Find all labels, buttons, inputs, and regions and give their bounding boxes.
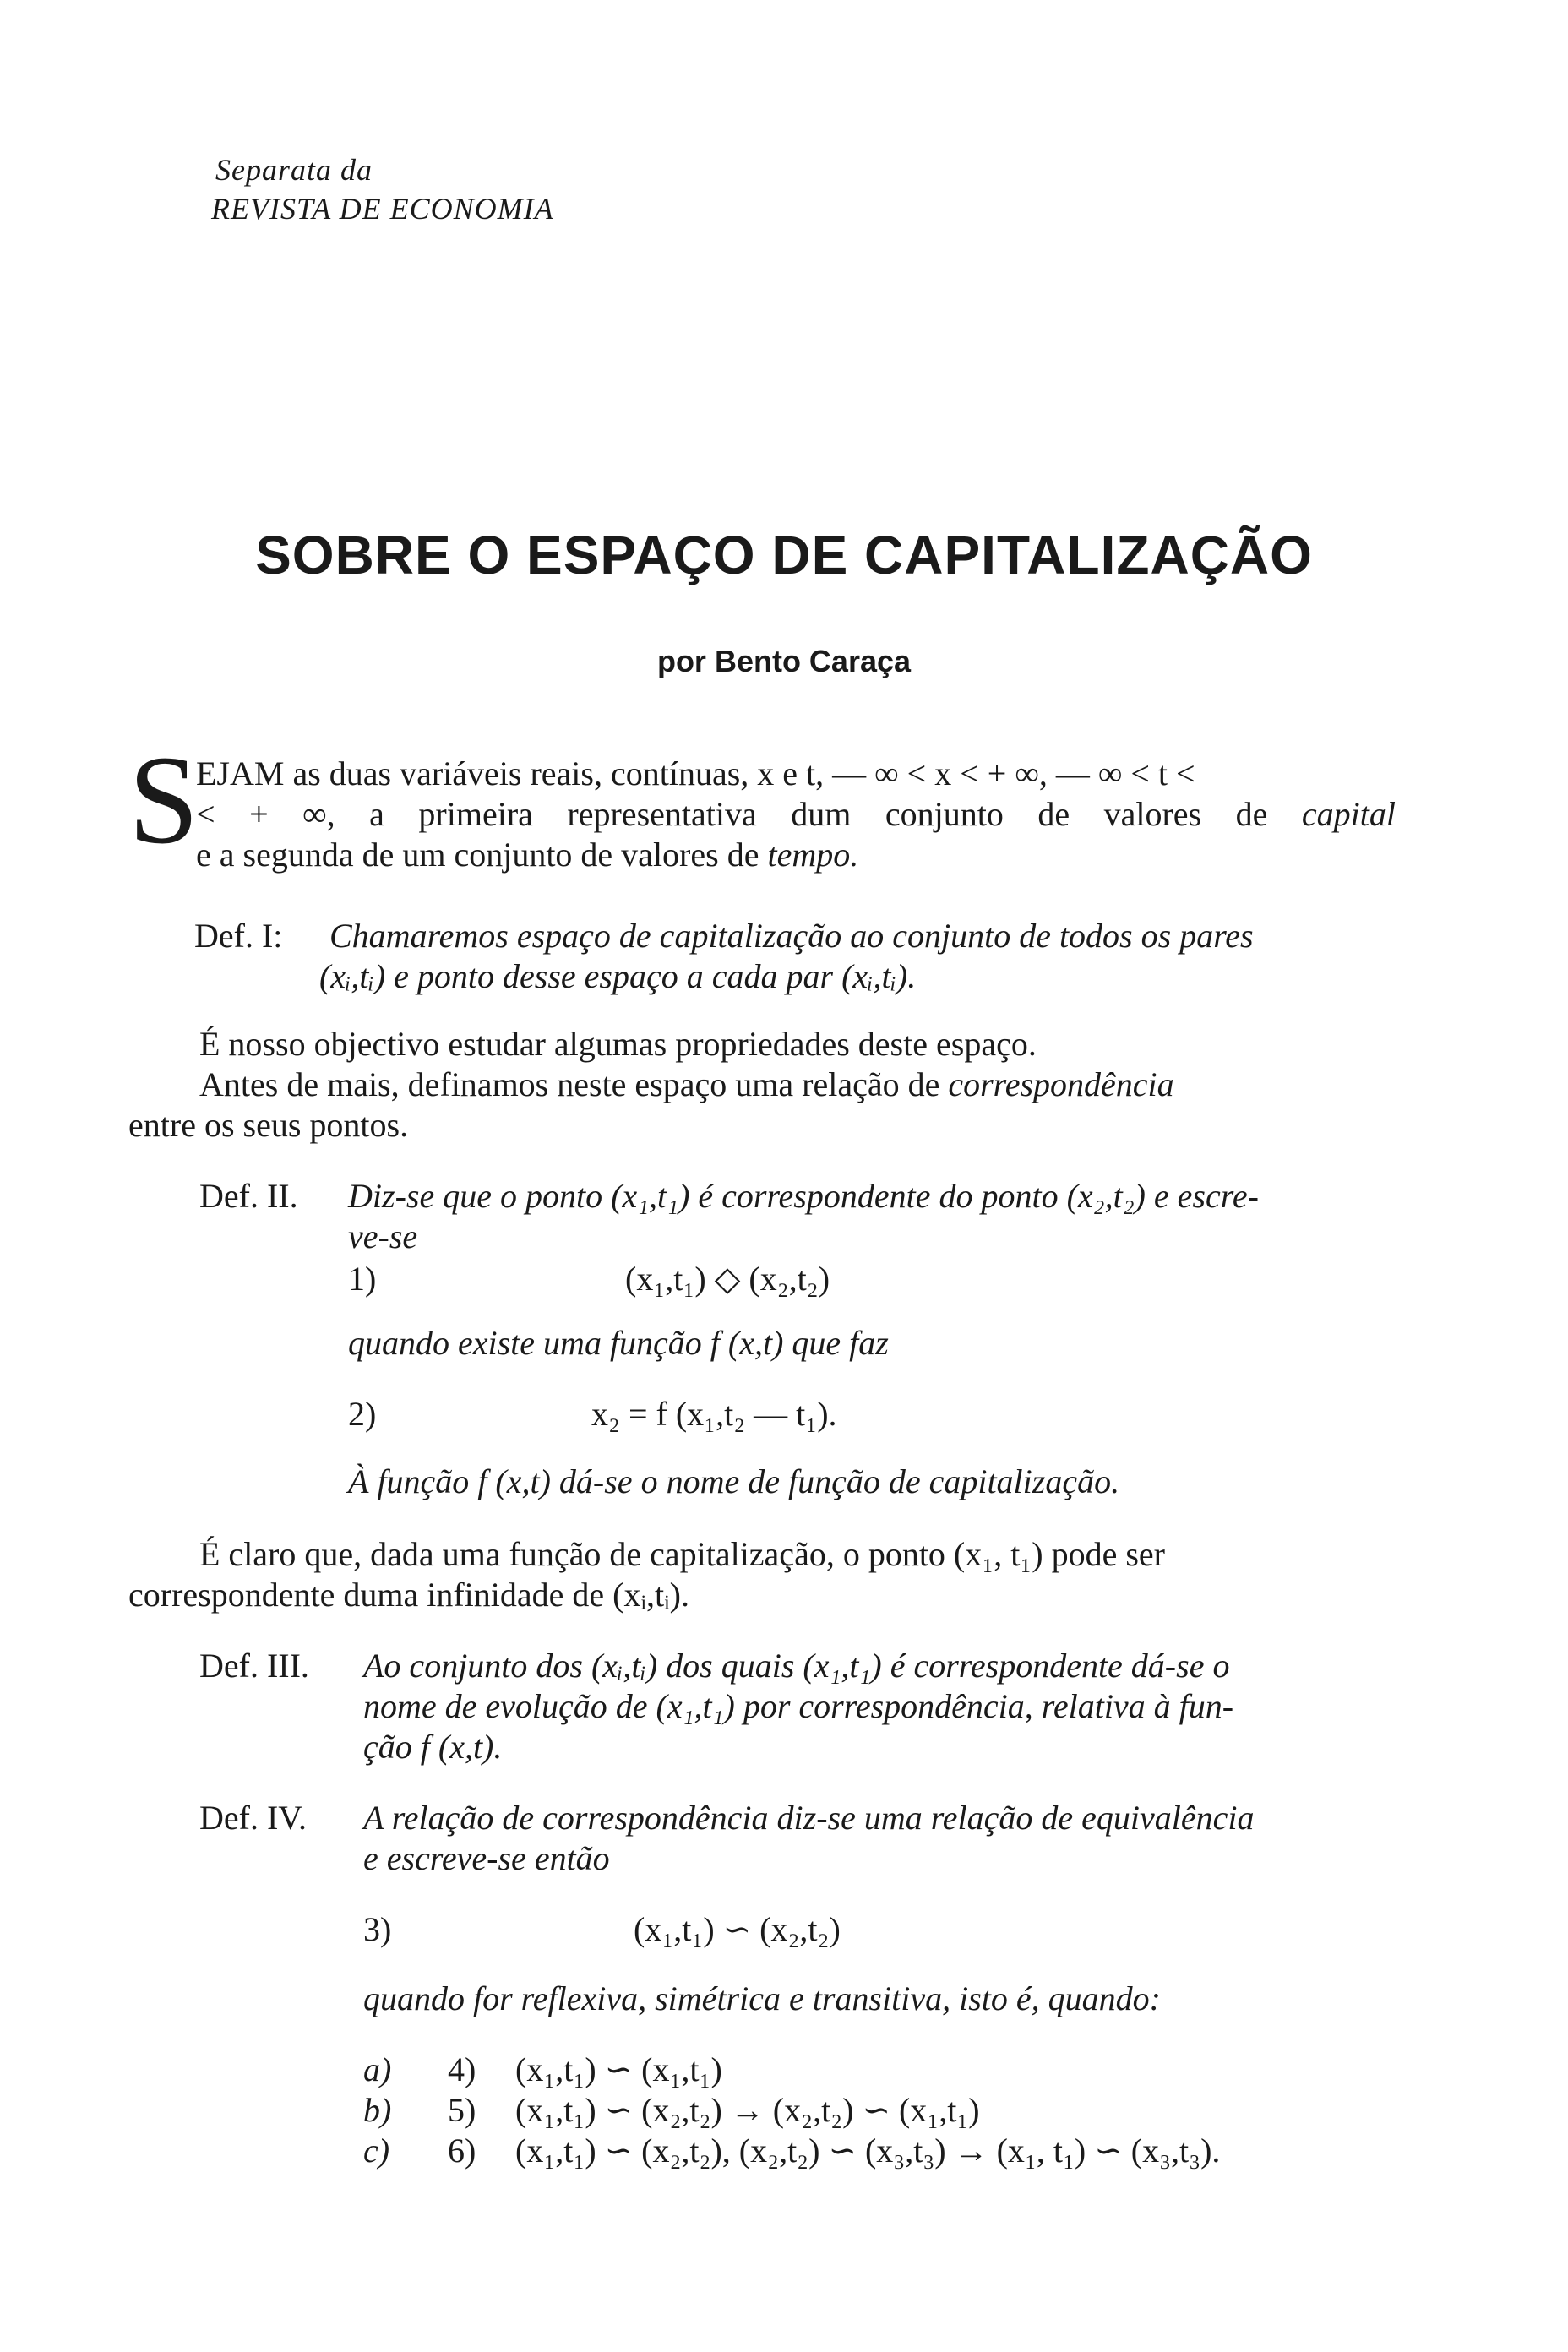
separata-label: Separata da xyxy=(215,153,373,187)
offprint-header xyxy=(211,150,566,228)
para3-line-1: É claro que, dada uma função de capitalização, o ponto (x₁, t₁) pode ser xyxy=(199,1535,1165,1573)
property-c-letter: c) xyxy=(363,2132,390,2170)
eq1-number: 1) xyxy=(348,1260,377,1298)
intro-line-2: < + ∞, a primeira representativa dum conjunto de valores de capital xyxy=(196,795,1396,833)
article-title: SOBRE O ESPAÇO DE CAPITALIZAÇÃO xyxy=(255,525,1313,585)
def3-label: Def. III. xyxy=(199,1647,309,1685)
eq1-formula: (x₁,t₁) ◇ (x₂,t₂) xyxy=(625,1260,830,1298)
def2-line-1: Diz-se que o ponto (x₁,t₁) é correspondente do ponto (x₂,t₂) e escre- xyxy=(348,1177,1259,1215)
def2-label: Def. II. xyxy=(199,1177,298,1215)
property-b-number: 5) xyxy=(448,2091,476,2129)
eq2-number: 2) xyxy=(348,1395,377,1433)
para2-line-1: É nosso objectivo estudar algumas propriedades deste espaço. xyxy=(199,1025,1037,1063)
def3-line-3: ção f (x,t). xyxy=(363,1728,503,1766)
property-a-letter: a) xyxy=(363,2050,392,2088)
property-b-letter: b) xyxy=(363,2091,392,2129)
def4-mid: quando for reflexiva, simétrica e transitiva, isto é, quando: xyxy=(363,1979,1161,2017)
para2-line-2: Antes de mais, definamos neste espaço uma relação de correspondência xyxy=(199,1065,1174,1103)
def1-line-2: (xᵢ,tᵢ) e ponto desse espaço a cada par (xᵢ,tᵢ). xyxy=(319,957,917,995)
def1-line-1: Chamaremos espaço de capitalização ao conjunto de todos os pares xyxy=(329,917,1254,955)
def4-label: Def. IV. xyxy=(199,1799,308,1837)
intro-line-3: e a segunda de um conjunto de valores de tempo. xyxy=(196,836,859,874)
property-c-number: 6) xyxy=(448,2132,476,2170)
capital-term: capital xyxy=(1301,795,1396,833)
article-author: por Bento Caraça xyxy=(656,644,912,678)
eq3-formula: (x₁,t₁) ∽ (x₂,t₂) xyxy=(634,1910,841,1948)
def2-line-2: ve-se xyxy=(348,1217,418,1255)
property-b-formula: (x₁,t₁) ∽ (x₂,t₂) → (x₂,t₂) ∽ (x₁,t₁) xyxy=(515,2091,980,2129)
property-c-formula: (x₁,t₁) ∽ (x₂,t₂), (x₂,t₂) ∽ (x₃,t₃) → (x₁, t₁) ∽ (x₃,t₃). xyxy=(515,2132,1221,2170)
property-a-number: 4) xyxy=(448,2050,476,2088)
def4-line-2: e escreve-se então xyxy=(363,1839,610,1877)
tempo-term: tempo. xyxy=(767,836,859,874)
journal-name: REVISTA DE ECONOMIA xyxy=(211,192,554,226)
eq2-formula: x₂ = f (x₁,t₂ — t₁). xyxy=(591,1395,837,1433)
def1-label: Def. I: xyxy=(194,917,283,955)
para3-line-2: correspondente duma infinidade de (xᵢ,tᵢ). xyxy=(128,1576,689,1614)
def4-line-1: A relação de correspondência diz-se uma relação de equivalência xyxy=(363,1799,1255,1837)
def3-line-1: Ao conjunto dos (xᵢ,tᵢ) dos quais (x₁,t₁) é correspondente dá-se o xyxy=(363,1647,1230,1685)
def2-closing: À função f (x,t) dá-se o nome de função de capitalização. xyxy=(348,1462,1120,1500)
def3-line-2: nome de evolução de (x₁,t₁) por correspondência, relativa à fun- xyxy=(363,1687,1234,1725)
para2-line-3: entre os seus pontos. xyxy=(128,1106,409,1144)
intro-line-1: EJAM as duas variáveis reais, contínuas, x e t, — ∞ < x < + ∞, — ∞ < t < xyxy=(196,754,1195,792)
drop-cap: S xyxy=(128,730,199,870)
def2-mid: quando existe uma função f (x,t) que faz xyxy=(348,1324,889,1362)
eq3-number: 3) xyxy=(363,1910,392,1948)
property-a-formula: (x₁,t₁) ∽ (x₁,t₁) xyxy=(515,2050,722,2088)
